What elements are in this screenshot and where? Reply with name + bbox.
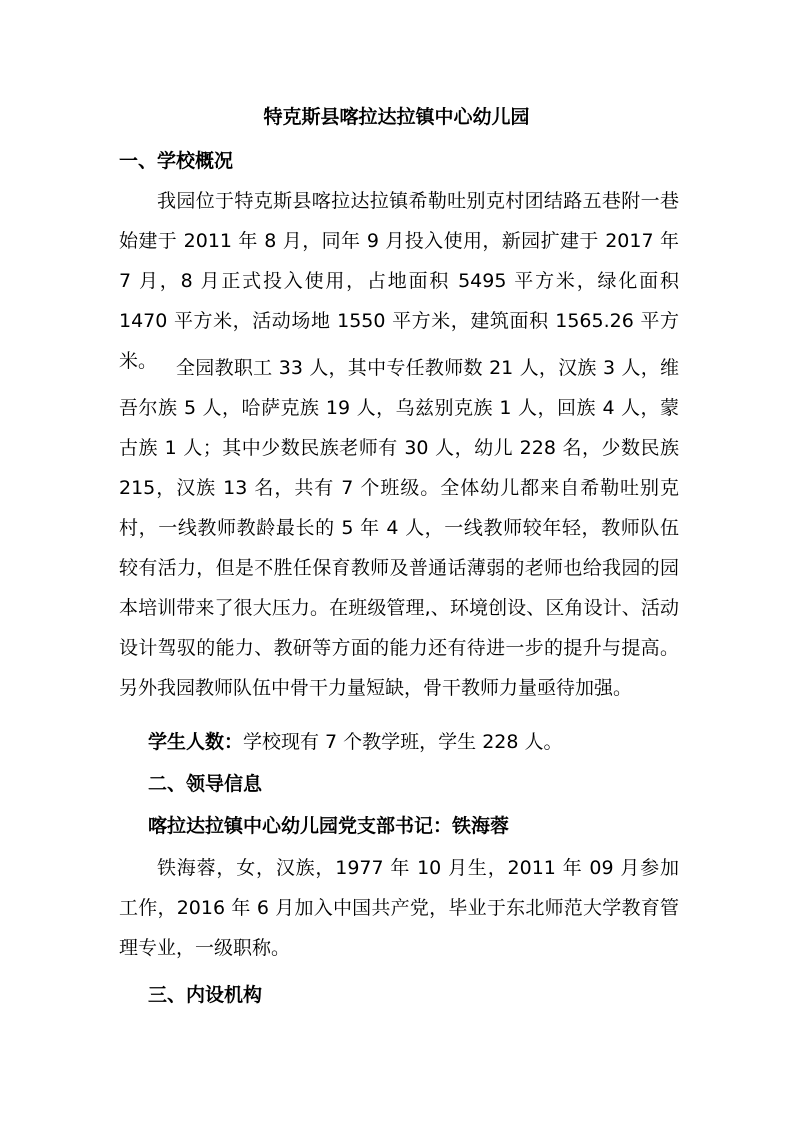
- overview-paragraph-staff: 全园教职工 33 人，其中专任教师数 21 人，汉族 3 人，维吾尔族 5 人，哈萨克族 19 人，乌兹别克族 1 人，回族 4 人，蒙古族 1 人；其中少数民族老师有 30 人，幼儿 228 名，少数民族 215，汉族 13 名，共有 7 个班级。全体幼儿都来自希勒吐别克村，一线教师教龄最长的 5 年 4 人，一线教师较年轻，教师队伍较有活力，但是不胜任保育教师及普通话薄弱的老师也给我园的园本培训带来了很大压力。在班级管理,、环境创设、区角设计、活动设计驾驭的能力、教研等方面的能力还有待进一步的提升与提高。另外我园教师队伍中骨干力量短缺，骨干教师力量亟待加强。: [119, 357, 679, 699]
- section-heading-overview: 一、学校概况: [119, 150, 234, 172]
- overview-paragraph-location: 我园位于特克斯县喀拉达拉镇希勒吐别克村团结路五巷附一巷始建于 2011 年 8 月，同年 9 月投入使用，新园扩建于 2017 年 7 月，8 月正式投入使用，占地面积 5495 平方米，绿化面积 1470 平方米，活动场地 1550 平方米，建筑面积 1565.26 平方米。: [119, 190, 679, 372]
- students-count-line: [148, 729, 563, 755]
- document-title: 特克斯县喀拉达拉镇中心幼儿园: [263, 106, 530, 128]
- leader-title: 喀拉达拉镇中心幼儿园党支部书记：铁海蓉: [148, 815, 510, 837]
- students-count-text: 学校现有 7 个教学班，学生 228 人。: [243, 731, 563, 753]
- section-heading-leadership: 二、领导信息: [148, 773, 263, 795]
- leader-bio: 铁海蓉，女，汉族，1977 年 10 月生，2011 年 09 月参加工作，2016 年 6 月加入中国共产党，毕业于东北师范大学教育管理专业，一级职称。: [119, 857, 679, 959]
- students-count-label: 学生人数：: [148, 731, 244, 753]
- section-heading-structure: 三、内设机构: [148, 984, 263, 1006]
